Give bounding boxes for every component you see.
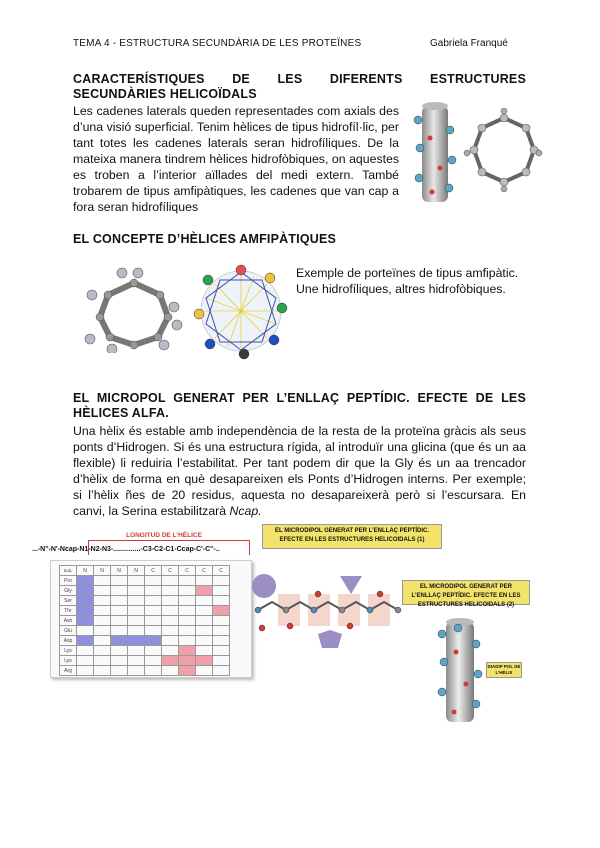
table-header: N xyxy=(111,566,128,576)
section1-title: CARACTERÍSTIQUES DE LES DIFERENTS ESTRUCTURES SECUNDÀRIES HELICOÏDALS xyxy=(73,72,526,101)
section3-body-text: Una hèlix és estable amb independència de la resta de la proteïna gràcis als seus ponts d’Hidrogen. Si és una estructura rígida, al introduïr una glicina (que és un aa flexible) li reduiria l’estabilitat. Per tant podem dir que la Gly és un aa trencador d’hèlix de forma en què desapareixen els Ponts d’Hidrogen interns. Per exemple; si l’hèlix ñes de 20 residus, aquesta no desapareixerà però si l’escursara. En canvi, la Serina estabilitzarà xyxy=(73,424,526,518)
helix-cylinder-image xyxy=(410,100,460,206)
page-header-author: Gabriela Franqué xyxy=(430,38,508,49)
residue-preference-table xyxy=(59,565,230,676)
table-row-label: Asn xyxy=(60,616,77,626)
peptide-microdipole-diagram xyxy=(250,572,410,654)
figure-caption-2: EL MICRODIPOL GENERAT PER L’ENLLAÇ PEPTÍDIC. EFECTE EN LES ESTRUCTURES HELICOIDALS (2) xyxy=(402,580,530,605)
table-row-label: Glu xyxy=(60,626,77,636)
page-header-title: TEMA 4 - ESTRUCTURA SECUNDÀRIA DE LES PROTEÏNES xyxy=(73,38,362,49)
table-row-label: Asp xyxy=(60,636,77,646)
table-header: N xyxy=(94,566,111,576)
helix-wheel-top-view-image xyxy=(462,108,546,192)
section3-body-ncap: Ncap. xyxy=(229,504,262,518)
table-row-label: Ser xyxy=(60,596,77,606)
table-header: C xyxy=(145,566,162,576)
helix-sequence: ...-N''-N'-Ncap-N1-N2-N3-..............-C3-C2-C1-Ccap-C'-C''-.. xyxy=(32,546,220,553)
table-header: C xyxy=(213,566,230,576)
section2-body: Exemple de porteïnes de tipus amfipàtic. Une hidrofíliques, altres hidrofòbiques. xyxy=(296,266,519,296)
figure-caption-1: EL MICRODIPOL GENERAT PER L’ENLLAÇ PEPTÍDIC. EFECTE EN LES ESTRUCTURES HELICOIDALS (1) xyxy=(262,524,442,549)
table-header: C xyxy=(196,566,213,576)
section3-body xyxy=(73,423,526,519)
helix-dipole-cylinder-image xyxy=(432,612,488,728)
helix-length-label: LONGITUD DE L’HÈLICE xyxy=(126,532,202,539)
section1-body: Les cadenes laterals queden representades com axials des d’una visió superficial. Tenim hèlices de tipus hidrofíl·lic, per tant totes les cadenes laterals seran hidrofíliques. De la mateixa manera tindrem hèlices hidrofòbiques, on aquestes es troben a l’interior aïllades del medi extern. També trobarem de tipus amfipàtiques, les cadenes que van cap a fora seran hidrofíliques xyxy=(73,104,399,214)
table-row-label: Lys xyxy=(60,656,77,666)
dipole-label: DIADIP POL DE L’HÈLIX xyxy=(486,662,522,678)
section2-title: EL CONCEPTE D’HÈLICES AMFIPÀTIQUES xyxy=(73,232,337,246)
table-header: C xyxy=(179,566,196,576)
amphipathic-helix-wheel-image xyxy=(82,265,187,353)
helical-wheel-diagram-image xyxy=(192,262,290,360)
section3-title: EL MICROPOL GENERAT PER L’ENLLAÇ PEPTÍDIC. EFECTE DE LES HÈLICES ALFA. xyxy=(73,391,526,420)
residue-preference-table-card xyxy=(50,560,252,678)
table-row-label: Gly xyxy=(60,586,77,596)
table-header: C xyxy=(162,566,179,576)
table-row-label: Pro xyxy=(60,576,77,586)
table-row-label: Thr xyxy=(60,606,77,616)
table-row-label: Lys xyxy=(60,646,77,656)
table-header: N xyxy=(77,566,94,576)
table-header: a.a. xyxy=(60,566,77,576)
table-header: N xyxy=(128,566,145,576)
table-row-label: Arg xyxy=(60,666,77,676)
